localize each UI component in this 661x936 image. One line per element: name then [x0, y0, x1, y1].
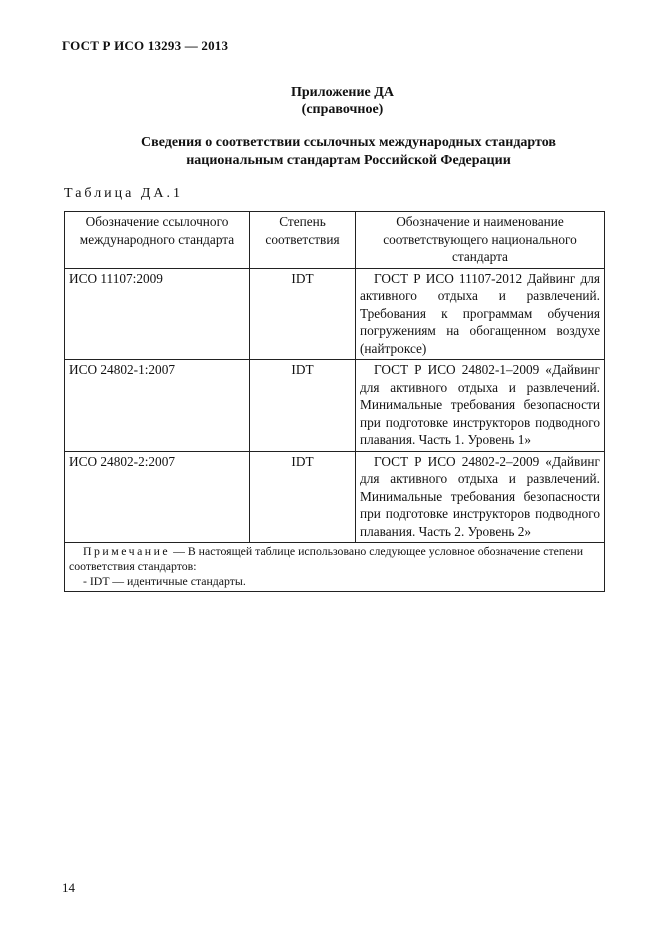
- table-caption: Таблица ДА.1: [64, 186, 184, 201]
- national-standard-text: ГОСТ Р ИСО 11107-2012 Дайвинг для активного отдыха и развлечений. Требования к программам обучения погружениям на обогащенном воздухе (найтроксе): [360, 270, 600, 356]
- national-standard-text: ГОСТ Р ИСО 24802-1–2009 «Дайвинг для активного отдыха и развлечений. Минимальные требования безопасности при подготовке инструкторов подводного плавания. Часть 1. Уровень 1»: [360, 362, 600, 447]
- section-title: [0, 134, 661, 170]
- note-text: — В настоящей таблице использовано следующее условное обозначение степени соответствия стандартов:: [69, 544, 584, 573]
- appendix-title: [0, 84, 661, 118]
- table-note: [65, 543, 605, 592]
- degree-cell: IDT: [250, 268, 356, 360]
- column-header-national: Обозначение и наименование соответствующего национального стандарта: [356, 212, 605, 269]
- document-header: ГОСТ Р ИСО 13293 — 2013: [62, 38, 229, 53]
- degree-cell: IDT: [250, 451, 356, 543]
- reference-standard-cell: ИСО 11107:2009: [65, 268, 250, 360]
- table-row: [65, 360, 605, 452]
- table-note-row: [65, 543, 605, 592]
- page-number: 14: [62, 880, 75, 895]
- standards-table: [64, 211, 605, 592]
- national-standard-cell: [356, 451, 605, 543]
- appendix-subtitle: (справочное): [301, 102, 384, 117]
- column-header-reference: Обозначение ссылочного международного стандарта: [65, 212, 250, 269]
- table-row: [65, 268, 605, 360]
- note-label: Примечание: [83, 544, 171, 558]
- reference-standard-cell: ИСО 24802-1:2007: [65, 360, 250, 452]
- reference-standard-cell: ИСО 24802-2:2007: [65, 451, 250, 543]
- section-title-line1: Сведения о соответствии ссылочных международных стандартов: [141, 135, 556, 150]
- note-item: - IDT — идентичные стандарты.: [83, 574, 246, 588]
- national-standard-cell: [356, 360, 605, 452]
- national-standard-cell: [356, 268, 605, 360]
- table-header-row: [65, 212, 605, 269]
- degree-cell: IDT: [250, 360, 356, 452]
- national-standard-text: ГОСТ Р ИСО 24802-2–2009 «Дайвинг для активного отдыха и развлечений. Минимальные требования безопасности при подготовке инструкторов подводного плавания. Часть 2. Уровень 2»: [360, 453, 600, 539]
- table-row: [65, 451, 605, 543]
- section-title-line2: национальным стандартам Российской Федерации: [186, 153, 511, 168]
- note-paragraph: [69, 544, 600, 574]
- appendix-title-line: Приложение ДА: [290, 85, 395, 100]
- column-header-degree: Степень соответствия: [250, 212, 356, 269]
